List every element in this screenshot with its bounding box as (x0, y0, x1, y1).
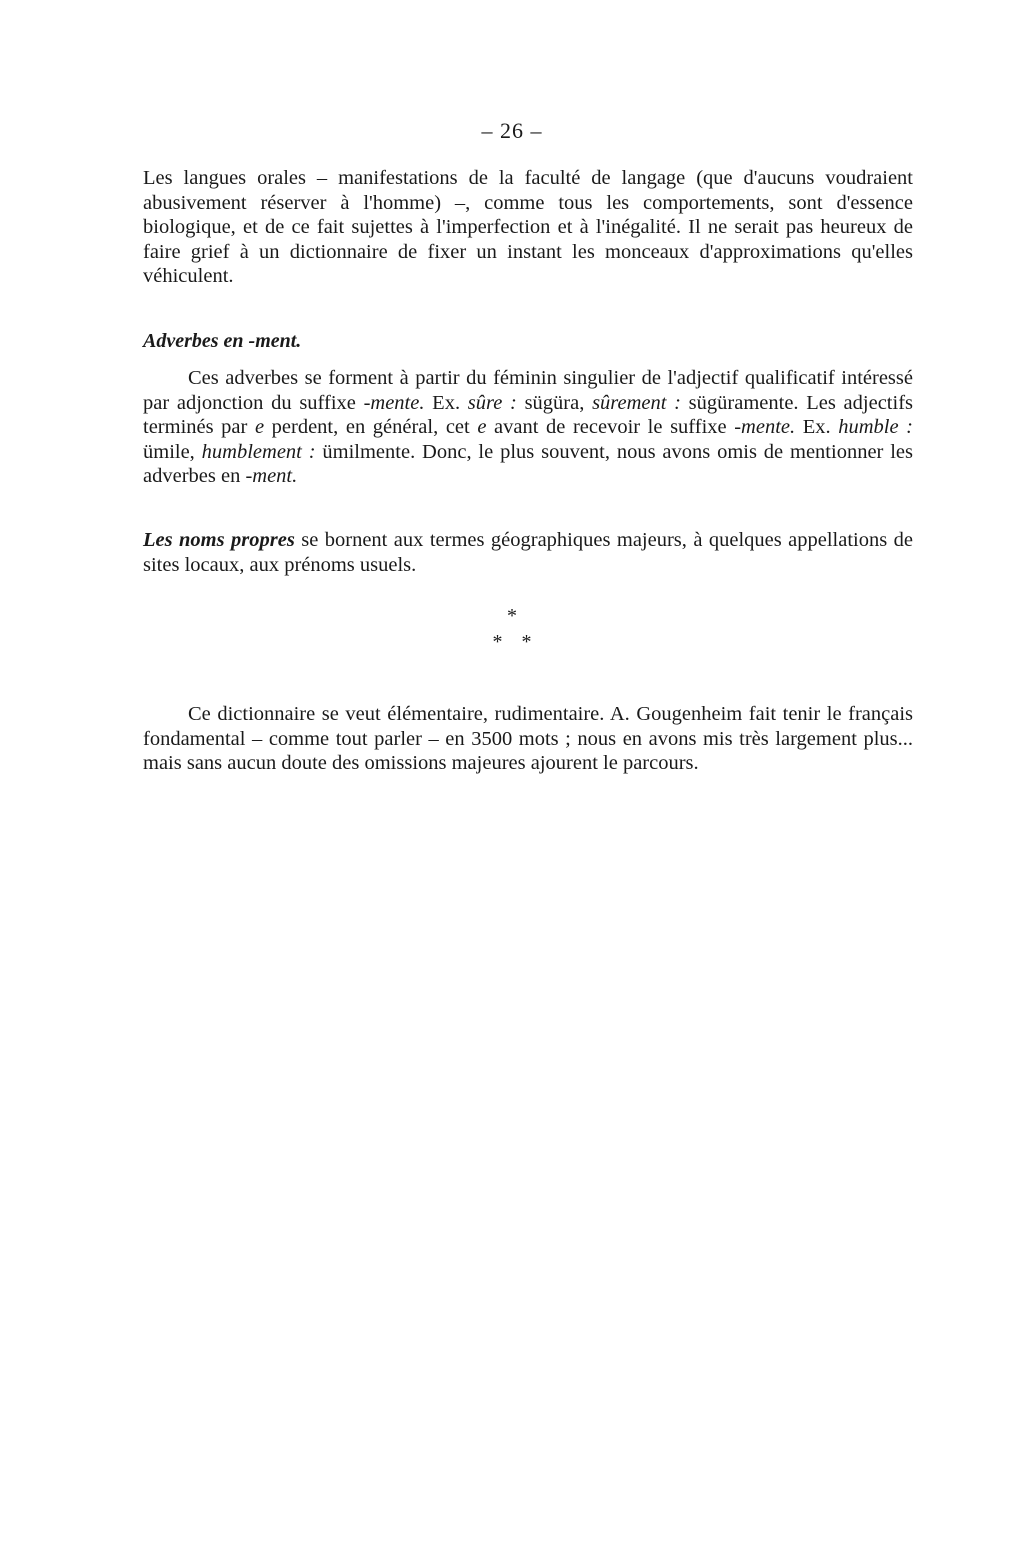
paragraph-adverbes (143, 366, 913, 489)
para2-italic-9: -ment. (245, 465, 298, 487)
paragraph-noms-propres (143, 528, 913, 577)
page-number: – 26 – (481, 118, 543, 143)
para2-italic-3: sûrement : (592, 391, 681, 414)
noms-propres-rest: se bornent aux termes géographiques majeurs, à quelques appellations de sites locaux, aux prénoms usuels. (143, 529, 913, 576)
heading-adverbes: Adverbes en -ment. (143, 330, 302, 352)
separator-asterisk-top: * (507, 605, 517, 627)
para2-italic-5: e (477, 416, 487, 438)
para2-text-1: Ces adverbes se forment à partir du féminin singulier de l'adjectif qualificatif intéressé par adjonction du suffixe (143, 367, 913, 414)
paragraph-langues-orales: Les langues orales – manifestations de la faculté de langage (que d'aucuns voudraient abusivement réserver à l'homme) –, comme tous les comportements, sont d'essence biologique, et de ce fait sujettes à l'imperfection et à l'inégalité. Il ne serait pas heureux de faire grief à un dictionnaire de fixer un instant les monceaux d'approximations qu'elles véhiculent. (143, 167, 913, 287)
para2-text-4: sügüramente. Les adjectifs terminés par (143, 391, 913, 438)
noms-propres-lead: Les noms propres (143, 529, 295, 551)
para2-text-8: ümile, (143, 440, 202, 463)
para2-italic-7: humble : (838, 416, 913, 438)
para2-text-9: ümilmente. Donc, le plus souvent, nous avons omis de mentionner les adverbes en (143, 440, 913, 487)
para2-text-6: avant de recevoir le suffixe (486, 416, 735, 438)
separator-asterisk-bottom: * * (492, 631, 532, 653)
para2-italic-6: -mente. (734, 416, 796, 438)
para2-text-3: sügüra, (516, 391, 593, 414)
para2-text-5: perdent, en général, cet (264, 416, 478, 438)
para2-italic-2: sûre : (467, 391, 517, 414)
para2-text-7: Ex. (795, 416, 839, 438)
para2-text-2: Ex. (424, 391, 468, 414)
paragraph-dictionnaire: Ce dictionnaire se veut élémentaire, rudimentaire. A. Gougenheim fait tenir le français fondamental – comme tout parler – en 3500 mots ; nous en avons mis très largement plus... mais sans aucun doute des omissions majeures ajourent le parcours. (143, 703, 913, 774)
para2-italic-4: e (254, 416, 265, 438)
para2-italic-1: -mente. (363, 391, 425, 414)
para2-italic-8: humblement : (201, 440, 316, 463)
